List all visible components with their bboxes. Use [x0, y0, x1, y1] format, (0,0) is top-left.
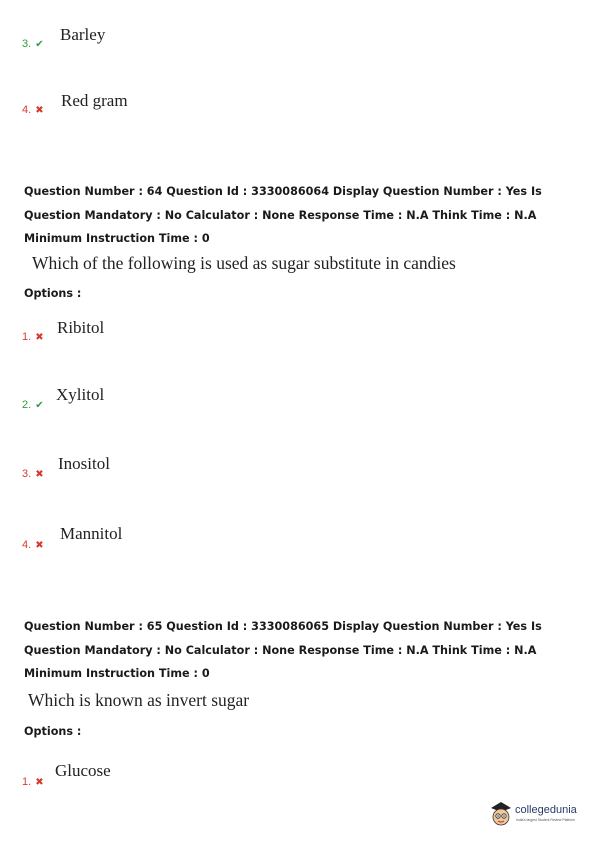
- option-number: 1. ✖: [22, 776, 44, 788]
- option-number: 3. ✖: [22, 468, 44, 480]
- option-text: Mannitol: [60, 524, 123, 543]
- cross-icon: ✖: [35, 469, 44, 480]
- collegedunia-logo: [488, 799, 588, 831]
- question-text: Which is known as invert sugar: [28, 690, 250, 710]
- cross-icon: ✖: [35, 332, 44, 343]
- option-number: 4. ✖: [22, 104, 44, 116]
- question-meta: Question Number : 65 Question Id : 3330086065 Display Question Number : Yes Is Question Mandatory : No Calculator : None Response Time : N.A Think Time : N.A Minimum Instruction Time : 0: [24, 620, 542, 680]
- options-label: Options :: [24, 725, 82, 738]
- logo-tagline: India's largest Student Review Platform: [516, 818, 576, 822]
- option-text: Red gram: [61, 91, 128, 110]
- option-text: Xylitol: [56, 385, 105, 404]
- option-text: Inositol: [58, 454, 110, 473]
- option-number: 2. ✔: [22, 399, 44, 411]
- option-text: Glucose: [55, 761, 111, 780]
- mascot-icon: [488, 799, 514, 829]
- option-text: Barley: [60, 25, 106, 44]
- check-icon: ✔: [35, 39, 44, 50]
- logo-brand: collegedunia: [515, 804, 577, 816]
- cross-icon: ✖: [35, 105, 44, 116]
- question-text: Which of the following is used as sugar substitute in candies: [32, 253, 456, 273]
- option-text: Ribitol: [57, 318, 105, 337]
- option-number: 4. ✖: [22, 539, 44, 551]
- option-number: 3. ✔: [22, 38, 44, 50]
- cross-icon: ✖: [35, 777, 44, 788]
- cross-icon: ✖: [35, 540, 44, 551]
- check-icon: ✔: [35, 400, 44, 411]
- option-number: 1. ✖: [22, 331, 44, 343]
- options-label: Options :: [24, 287, 82, 300]
- question-meta: Question Number : 64 Question Id : 3330086064 Display Question Number : Yes Is Question Mandatory : No Calculator : None Response Time : N.A Think Time : N.A Minimum Instruction Time : 0: [24, 185, 542, 245]
